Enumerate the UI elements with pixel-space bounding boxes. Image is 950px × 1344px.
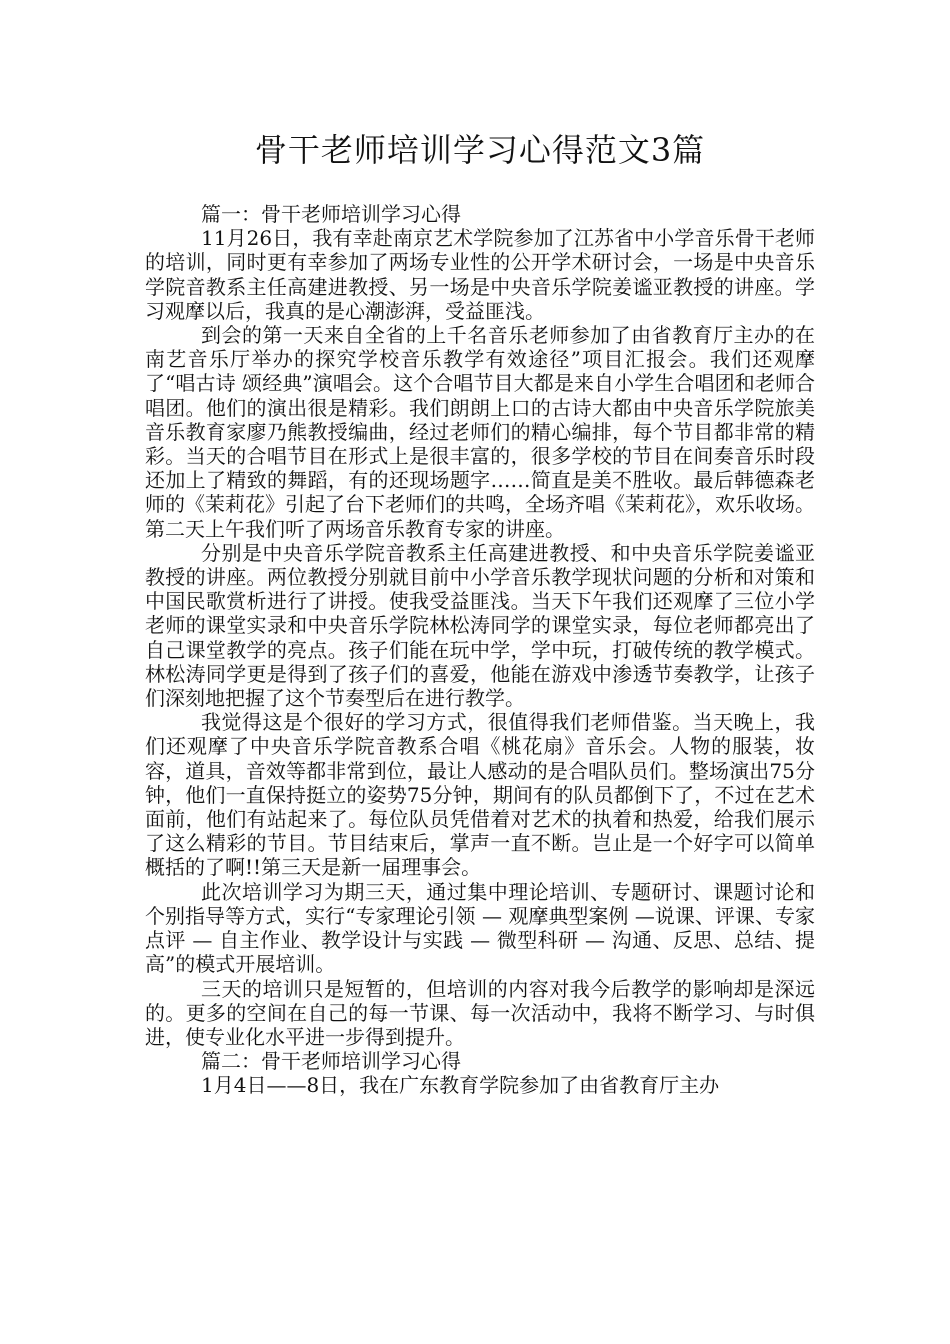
paragraph: 1月4日——8日，我在广东教育学院参加了由省教育厅主办 bbox=[201, 1073, 720, 1098]
document-body bbox=[145, 202, 815, 1098]
paragraph: 11月26日，我有幸赴南京艺术学院参加了江苏省中小学音乐骨干老师的培训，同时更有幸参加了两场专业性的公开学术研讨会，一场是中央音乐学院音教系主任高建进教授、另一场是中央音乐学院姜谧亚教授的讲座。学习观摩以后，我真的是心潮澎湃，受益匪浅。 bbox=[145, 226, 815, 323]
document-title: 骨干老师培训学习心得范文3篇 bbox=[254, 131, 706, 169]
paragraph: 此次培训学习为期三天，通过集中理论培训、专题研讨、课题讨论和个别指导等方式，实行“专家理论引领 — 观摩典型案例 —说课、评课、专家点评 — 自主作业、教学设计与实践 — 微型科研 — 沟通、反思、总结、提高”的模式开展培训。 bbox=[145, 879, 815, 977]
paragraph: 三天的培训只是短暂的，但培训的内容对我今后教学的影响却是深远的。更多的空间在自己的每一节课、每一次活动中，我将不断学习、与时俱进，使专业化水平进一步得到提升。 bbox=[145, 976, 815, 1049]
section-heading-2: 篇二：骨干老师培训学习心得 bbox=[201, 1049, 461, 1074]
paragraph: 到会的第一天来自全省的上千名音乐老师参加了由省教育厅主办的在南艺音乐厅举办的探究学校音乐教学有效途径”项目汇报会。我们还观摩了“唱古诗 颂经典”演唱会。这个合唱节目大都是来自小学生合唱团和老师合唱团。他们的演出很是精彩。我们朗朗上口的古诗大都由中央音乐学院旅美音乐教育家廖乃熊教授编曲，经过老师们的精心编排，每个节目都非常的精彩。当天的合唱节目在形式上是很丰富的，很多学校的节目在间奏音乐时段还加上了精致的舞蹈，有的还现场题字……简直是美不胜收。最后韩德森老师的《茉莉花》引起了台下老师们的共鸣，全场齐唱《茉莉花》，欢乐收场。第二天上午我们听了两场音乐教育专家的讲座。 bbox=[145, 323, 815, 541]
document-page bbox=[145, 128, 815, 1098]
paragraph: 我觉得这是个很好的学习方式，很值得我们老师借鉴。当天晚上，我们还观摩了中央音乐学院音教系合唱《桃花扇》音乐会。人物的服装，妆容，道具，音效等都非常到位，最让人感动的是合唱队员们。整场演出75分钟，他们一直保持挺立的姿势75分钟，期间有的队员都倒下了，不过在艺术面前，他们有站起来了。每位队员凭借着对艺术的执着和热爱，给我们展示了这么精彩的节目。节目结束后，掌声一直不断。岂止是一个好字可以简单概括的了啊!!第三天是新一届理事会。 bbox=[145, 710, 815, 880]
paragraph: 分别是中央音乐学院音教系主任高建进教授、和中央音乐学院姜谧亚教授的讲座。两位教授分别就目前中小学音乐教学现状问题的分析和对策和中国民歌赏析进行了讲授。使我受益匪浅。当天下午我们还观摩了三位小学老师的课堂实录和中央音乐学院林松涛同学的课堂实录，每位老师都亮出了自己课堂教学的亮点。孩子们能在玩中学，学中玩，打破传统的教学模式。林松涛同学更是得到了孩子们的喜爱，他能在游戏中渗透节奏教学，让孩子们深刻地把握了这个节奏型后在进行教学。 bbox=[145, 540, 815, 711]
section-heading-1: 篇一：骨干老师培训学习心得 bbox=[201, 202, 461, 226]
